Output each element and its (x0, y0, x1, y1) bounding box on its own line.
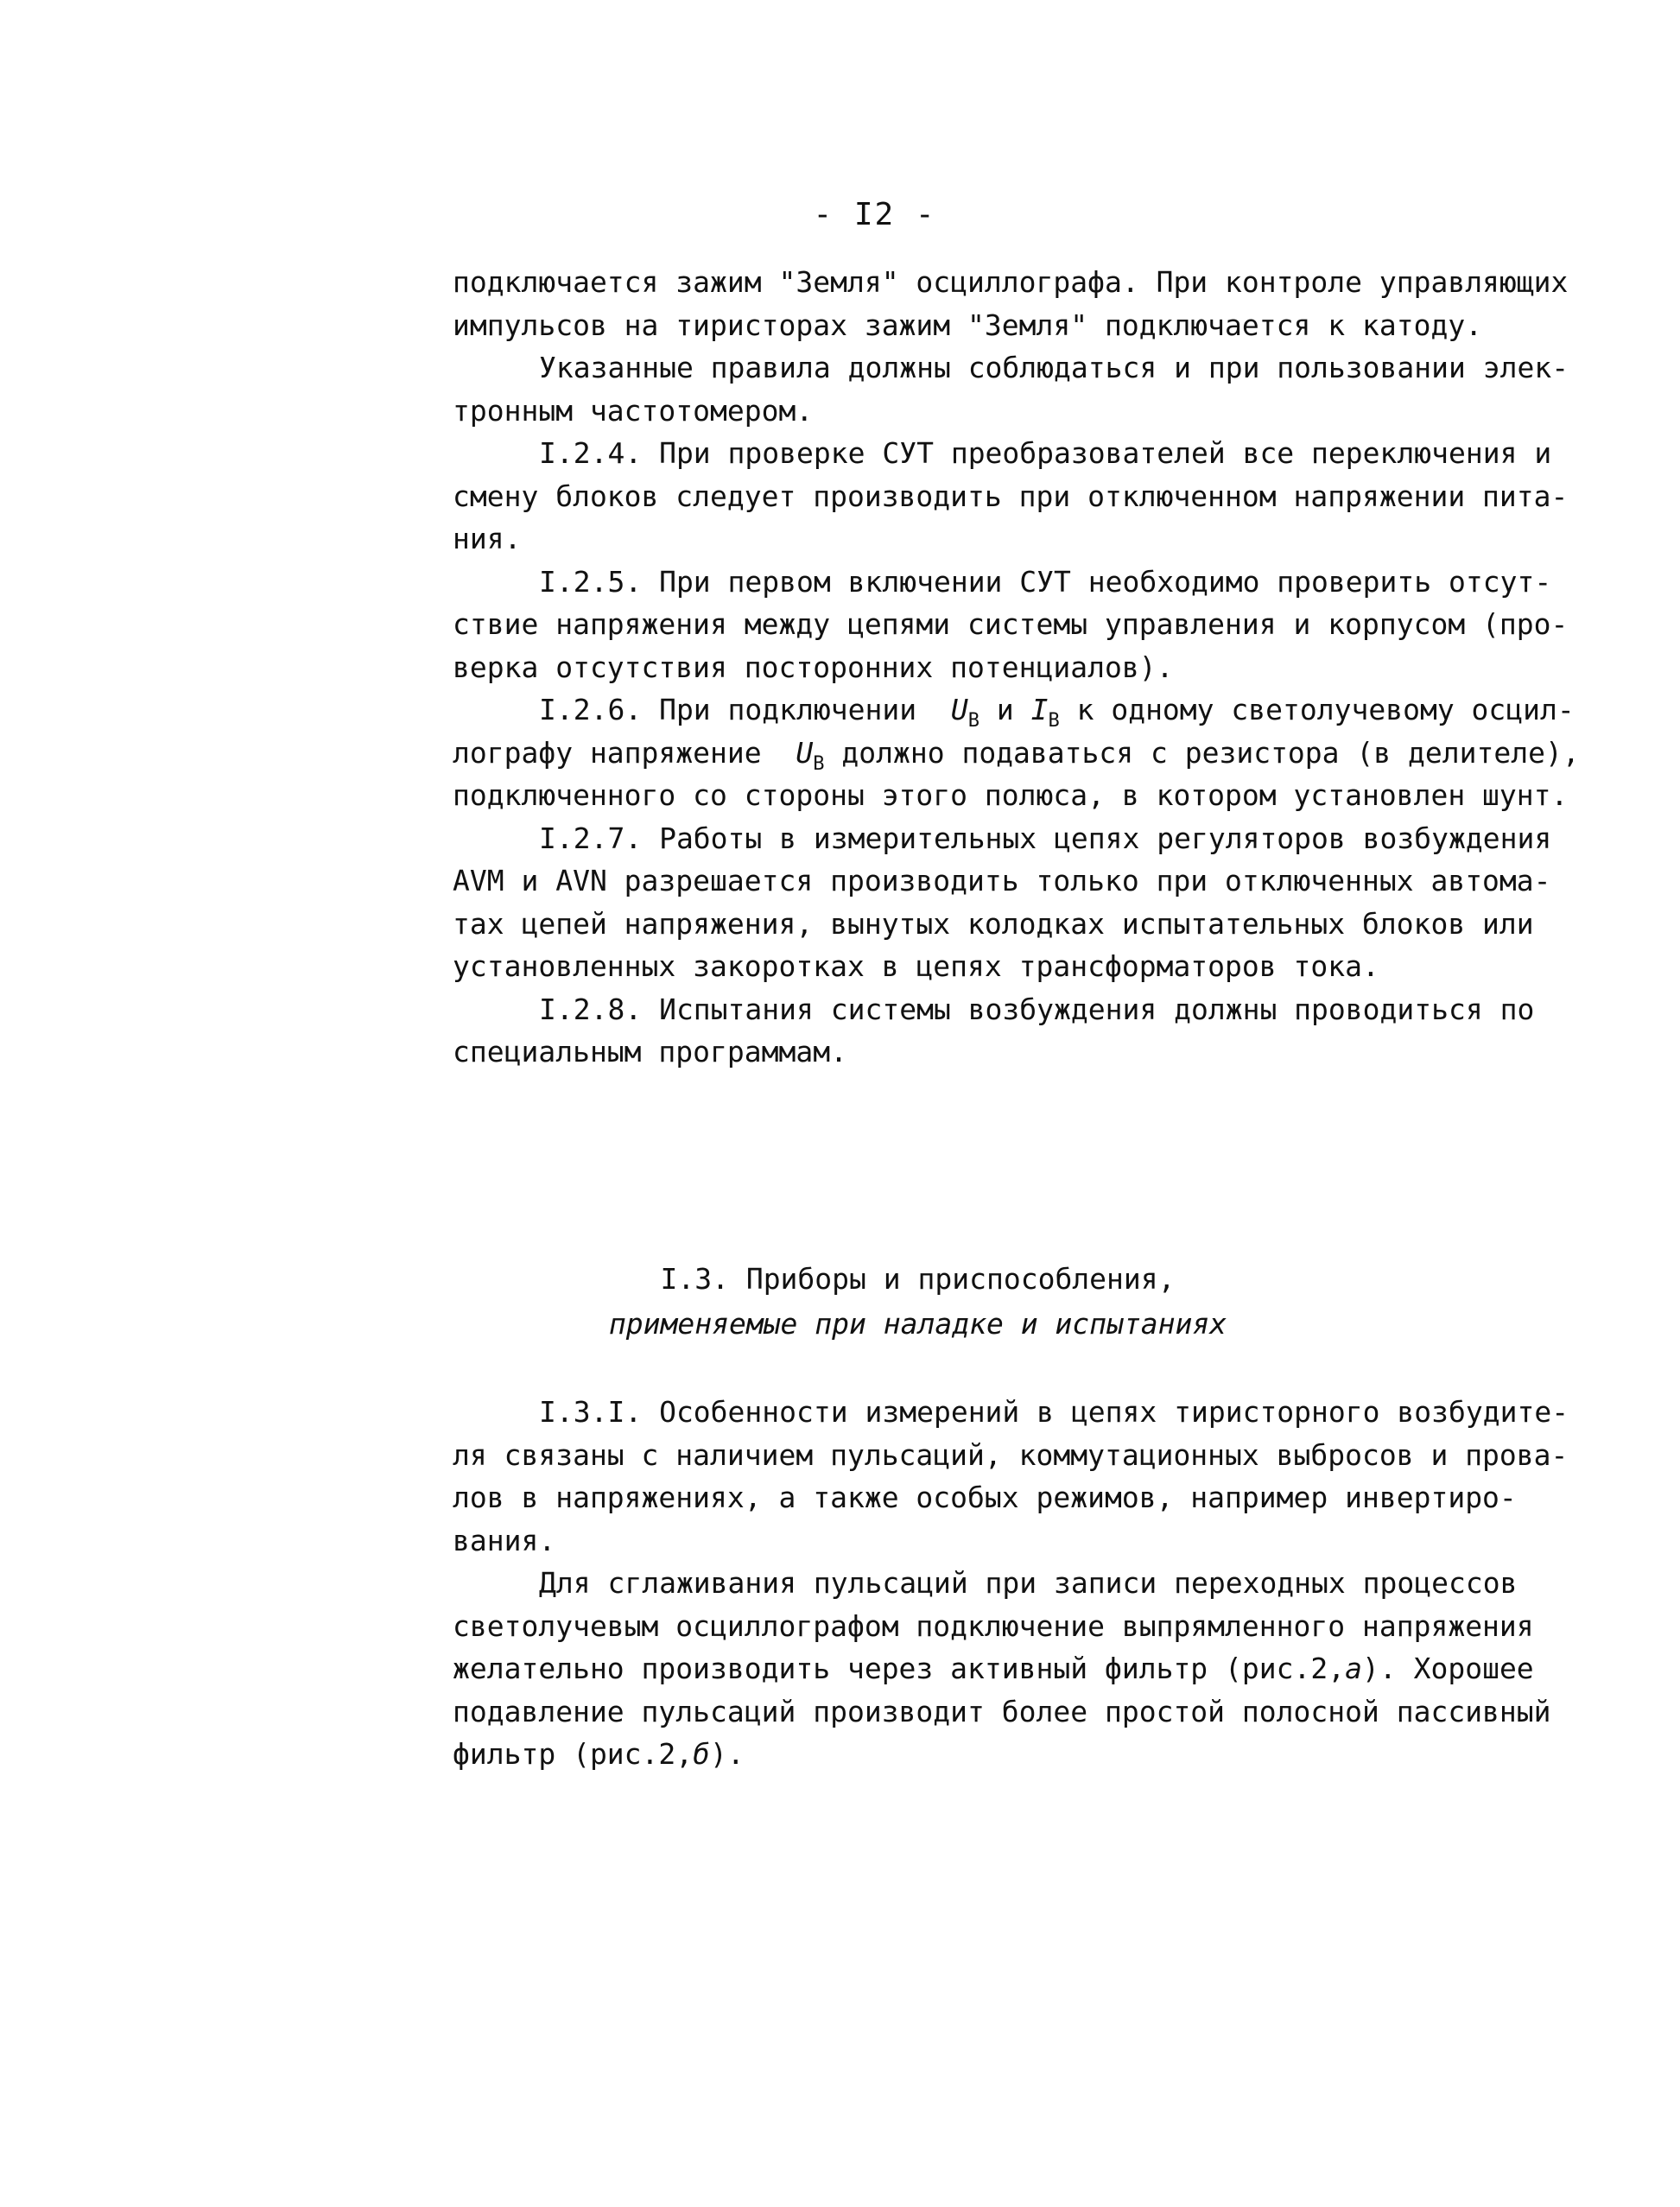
heading-line: применяемые при наладке и испытаниях (608, 1307, 1227, 1341)
text-fragment: к одному светолучевому осцил- (1076, 693, 1575, 726)
text-fragment: фильтр (рис.2, (453, 1737, 694, 1771)
text-line: подключенного со стороны этого полюса, в котором установлен шунт. (453, 778, 1569, 812)
text-line-with-symbols (453, 1733, 1601, 1776)
text-fragment: ). Хорошее (1362, 1652, 1534, 1685)
subscript-b: В (967, 710, 979, 732)
text-line: подключается зажим "Земля" осциллографа. При контроле управляющих (453, 265, 1569, 299)
text-line-with-symbols (453, 732, 1601, 775)
text-line: I.2.8. Испытания системы возбуждения должны проводиться по (539, 992, 1535, 1026)
symbol-u: U (950, 693, 968, 726)
text-line: I.3.I. Особенности измерений в цепях тиристорного возбудите- (539, 1395, 1569, 1429)
text-line: ля связаны с наличием пульсаций, коммутационных выбросов и прова- (453, 1437, 1569, 1472)
text-line: тронным частотомером. (453, 393, 814, 428)
text-line: подавление пульсаций производит более простой полосной пассивный (453, 1694, 1551, 1728)
text-line-with-symbols (453, 1647, 1601, 1690)
symbol-u: U (796, 735, 814, 770)
text-line: импульсов на тиристорах зажим "Земля" подключается к катоду. (453, 308, 1483, 342)
figure-letter-b: б (693, 1737, 711, 1771)
text-fragment: желательно производить через активный фильтр (рис.2, (453, 1652, 1346, 1685)
text-line: смену блоков следует производить при отключенном напряжении пита- (453, 479, 1569, 513)
text-line: верка отсутствия посторонних потенциалов). (453, 650, 1174, 684)
text-line: установленных закоротках в цепях трансформаторов тока. (453, 949, 1379, 983)
text-fragment: должно подаваться с резистора (в делителе), (841, 735, 1580, 770)
text-line: I.2.7. Работы в измерительных цепях регуляторов возбуждения (539, 821, 1552, 855)
section-heading (0, 1257, 1680, 1347)
text-line: светолучевым осциллографом подключение выпрямленного напряжения (453, 1608, 1534, 1643)
body-text-top (453, 261, 1601, 1074)
symbol-i: I (1030, 693, 1049, 726)
text-line: вания. (453, 1523, 556, 1557)
text-line: I.2.5. При первом включении СУТ необходимо проверить отсут- (539, 564, 1552, 599)
text-fragment: ). (710, 1737, 745, 1771)
text-line-with-symbols (453, 688, 1601, 732)
text-fragment: I.2.6. При подключении (539, 693, 917, 726)
text-line: тах цепей напряжения, вынутых колодках испытательных блоков или (453, 906, 1534, 941)
text-line: ствие напряжения между цепями системы управления и корпусом (про- (453, 607, 1569, 641)
text-line: лов в напряжениях, а также особых режимов, например инвертиро- (453, 1481, 1517, 1514)
body-text-bottom (453, 1391, 1601, 1776)
text-fragment: лографу напряжение (453, 735, 762, 770)
heading-line: I.3. Приборы и приспособления, (660, 1262, 1176, 1296)
figure-letter-a: а (1345, 1652, 1362, 1685)
text-line: I.2.4. При проверке СУТ преобразователей все переключения и (539, 436, 1552, 470)
text-line: Указанные правила должны соблюдаться и при пользовании элек- (539, 351, 1569, 384)
text-line: ния. (453, 522, 522, 555)
subscript-b: В (1048, 710, 1060, 732)
page-number: - I2 - (813, 197, 936, 232)
symbol-and: и (996, 693, 1014, 726)
text-line: специальным программам. (453, 1035, 847, 1069)
text-line: АVМ и АVN разрешается производить только при отключенных автома- (453, 864, 1551, 897)
text-line: Для сглаживания пульсаций при записи переходных процессов (539, 1566, 1518, 1600)
subscript-b: В (813, 752, 825, 775)
